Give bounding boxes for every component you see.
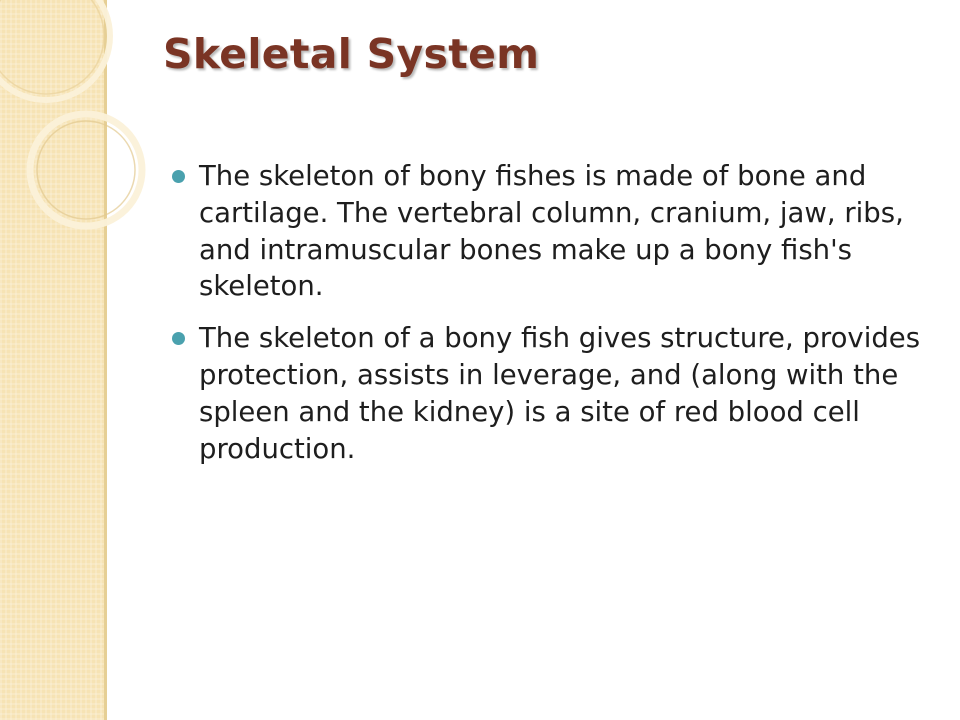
decorative-circles: [0, 0, 140, 260]
bullet-dot-icon: [172, 170, 185, 183]
bullet-text: The skeleton of a bony fish gives structure, provides protection, assists in leverage, and (along with the spleen and the kidney) is a site of red blood cell production.: [199, 322, 921, 465]
bullet-dot-icon: [172, 332, 185, 345]
bullet-item: [171, 320, 931, 467]
bullet-item: [171, 158, 931, 305]
bullet-list: [171, 158, 931, 482]
decorative-circle-lower-inner: [37, 121, 135, 219]
bullet-text: The skeleton of bony fishes is made of bone and cartilage. The vertebral column, cranium, jaw, ribs, and intramuscular bones make up a bony fish's skeleton.: [199, 160, 904, 303]
slide-title: Skeletal System: [163, 30, 540, 78]
decorative-circle-upper: [0, 0, 110, 100]
decorative-circle-lower: [30, 114, 142, 226]
